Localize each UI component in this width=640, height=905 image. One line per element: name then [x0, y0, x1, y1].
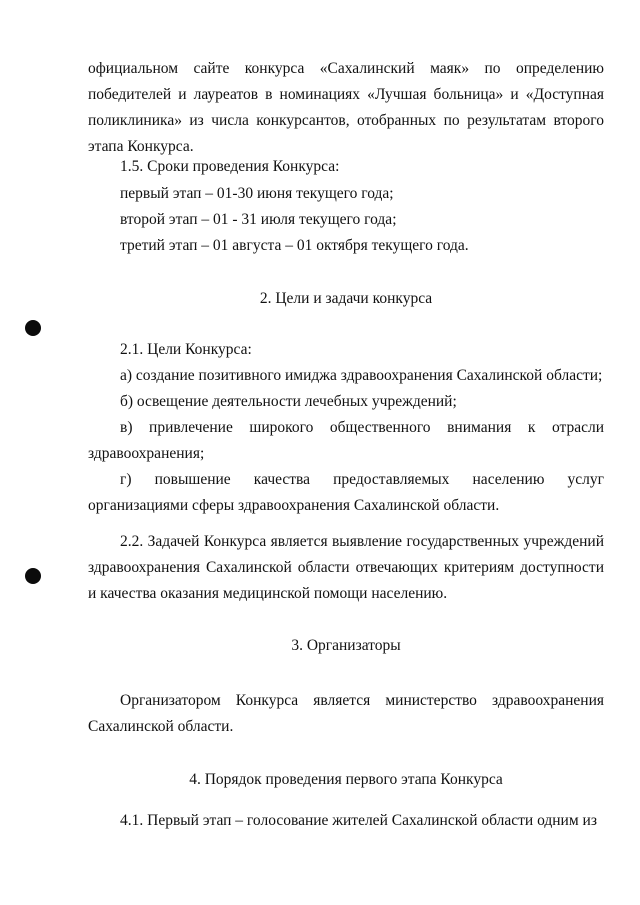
- goal-b-text: б) освещение деятельности лечебных учреждений;: [120, 393, 457, 410]
- goal-v: [88, 415, 604, 467]
- paragraph-text: официальном сайте конкурса «Сахалинский маяк» по определению победителей и лауреатов в номинациях «Лучшая больница» и «Доступная поликлиника» из числа конкурсантов, отобранных по результатам второго этапа Конкурса.: [88, 60, 604, 155]
- section-heading: 4. Порядок проведения первого этапа Конкурса: [189, 771, 503, 788]
- clause-2-2-text: 2.2. Задачей Конкурса является выявление государственных учреждений здравоохранения Сахалинской области отвечающих критериям доступности и качества оказания медицинской помощи населению.: [88, 533, 604, 602]
- clause-2-2: [88, 529, 604, 607]
- goal-g-text: г) повышение качества предоставляемых населению услуг организациями сферы здравоохранения Сахалинской области.: [88, 471, 604, 514]
- goal-a: [88, 363, 604, 389]
- section-3-title: [88, 633, 604, 659]
- section-2-title: [88, 286, 604, 312]
- punch-hole: [25, 320, 41, 336]
- section-3-body: [88, 688, 604, 740]
- continuation-paragraph: [88, 56, 604, 160]
- clause-2-1: [88, 337, 604, 363]
- goal-a-text: а) создание позитивного имиджа здравоохранения Сахалинской области;: [120, 367, 603, 384]
- organizer-text: Организатором Конкурса является министерство здравоохранения Сахалинской области.: [88, 692, 604, 735]
- goal-g: [88, 467, 604, 519]
- goal-b: [88, 389, 604, 415]
- stage-3-line: [88, 233, 604, 259]
- clause-1-5-heading: 1.5. Сроки проведения Конкурса:: [120, 158, 340, 175]
- section-4-title: [88, 767, 604, 793]
- clause-1-5: [88, 154, 604, 180]
- stage-1-line: [88, 181, 604, 207]
- punch-hole: [25, 568, 41, 584]
- stage-2-line: [88, 207, 604, 233]
- section-heading: 3. Организаторы: [291, 637, 401, 654]
- section-heading: 2. Цели и задачи конкурса: [259, 290, 433, 307]
- stage-1-text: первый этап – 01-30 июня текущего года;: [120, 185, 394, 202]
- clause-4-1-text: 4.1. Первый этап – голосование жителей Сахалинской области одним из: [120, 812, 597, 829]
- goal-v-text: в) привлечение широкого общественного внимания к отрасли здравоохранения;: [88, 419, 604, 462]
- stage-2-text: второй этап – 01 - 31 июля текущего года;: [120, 211, 397, 228]
- stage-3-text: третий этап – 01 августа – 01 октября текущего года.: [120, 237, 469, 254]
- clause-2-1-heading: 2.1. Цели Конкурса:: [120, 341, 252, 358]
- clause-4-1: [88, 808, 604, 834]
